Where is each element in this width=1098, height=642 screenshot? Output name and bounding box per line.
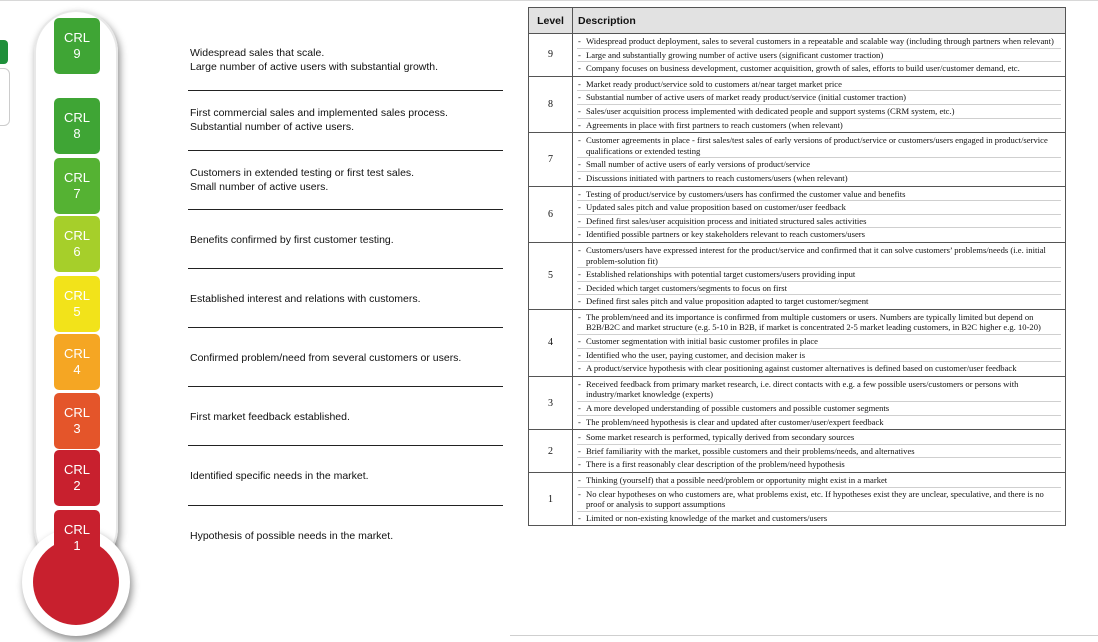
summary-line: Confirmed problem/need from several customers or users. — [190, 352, 462, 364]
summary-crl-1 — [190, 529, 502, 543]
table-header-row — [529, 8, 1066, 34]
summary-line: Customers in extended testing or first test sales. — [190, 167, 415, 179]
crl-number: 3 — [73, 421, 81, 436]
level-cell: 9 — [529, 34, 573, 77]
description-item: - Substantial number of active users of market ready product/service (initial customer traction) — [577, 91, 1061, 105]
table-row — [529, 473, 1066, 526]
crl-number: 2 — [73, 478, 81, 493]
description-item: - Sales/user acquisition process implemented with dedicated people and support systems (CRM system, etc.) — [577, 105, 1061, 119]
description-item: - Market ready product/service sold to customers at/near target market price — [577, 78, 1061, 92]
description-cell — [573, 133, 1066, 186]
summary-crl-4 — [190, 351, 502, 365]
description-item: - Large and substantially growing number of active users (significant customer traction) — [577, 49, 1061, 63]
summary-divider — [188, 268, 503, 269]
table-row — [529, 34, 1066, 77]
table-row — [529, 76, 1066, 132]
level-cell: 2 — [529, 430, 573, 473]
level-cell: 8 — [529, 76, 573, 132]
description-item: - Thinking (yourself) that a possible need/problem or opportunity might exist in a market — [577, 474, 1061, 488]
summary-divider — [188, 505, 503, 506]
description-item: - Decided which target customers/segments to focus on first — [577, 282, 1061, 296]
description-item: - There is a first reasonably clear description of the problem/need hypothesis — [577, 458, 1061, 471]
summary-line: Large number of active users with substantial growth. — [190, 61, 439, 73]
crl-label: CRL — [63, 462, 90, 477]
description-cell — [573, 186, 1066, 242]
description-item: - Identified who the user, paying customer, and decision maker is — [577, 349, 1061, 363]
crl-number: 9 — [73, 46, 81, 61]
description-item: - Received feedback from primary market research, i.e. direct contacts with e.g. a few possible users/customers or persons with industry/market knowledge (experts) — [577, 378, 1061, 402]
crl-level-9 — [54, 18, 100, 74]
summary-line: Hypothesis of possible needs in the market. — [190, 530, 394, 542]
description-item: - Updated sales pitch and value proposition based on customer/user feedback — [577, 201, 1061, 215]
summary-line: Established interest and relations with customers. — [190, 293, 421, 305]
crl-number: 4 — [73, 362, 81, 377]
description-column-header: Description — [573, 8, 1066, 34]
description-cell — [573, 309, 1066, 376]
description-cell — [573, 430, 1066, 473]
summary-crl-7 — [190, 166, 502, 194]
level-cell: 3 — [529, 376, 573, 429]
description-item: - Small number of active users of early versions of product/service — [577, 158, 1061, 172]
summary-divider — [188, 209, 503, 210]
summary-crl-6 — [190, 233, 502, 247]
description-item: - Customer agreements in place - first sales/test sales of early versions of product/service or customers/users engaged in product/service qualifications or extended testing — [577, 134, 1061, 158]
crl-level-5 — [54, 276, 100, 332]
description-cell — [573, 34, 1066, 77]
description-item: - Established relationships with potential target customers/users providing input — [577, 268, 1061, 282]
summary-line: First commercial sales and implemented sales process. — [190, 107, 448, 119]
description-item: - Some market research is performed, typically derived from secondary sources — [577, 431, 1061, 445]
description-item: - Company focuses on business development, customer acquisition, growth of sales, efforts to build user/customer demand, etc. — [577, 62, 1061, 75]
level-cell: 1 — [529, 473, 573, 526]
level-cell: 7 — [529, 133, 573, 186]
crl-level-1 — [54, 510, 100, 566]
crl-description-table — [528, 7, 1066, 526]
summary-divider — [188, 386, 503, 387]
description-item: - Agreements in place with first partners to reach customers (when relevant) — [577, 119, 1061, 132]
summary-crl-9 — [190, 46, 502, 74]
crl-number: 1 — [73, 538, 81, 553]
summary-divider — [188, 90, 503, 91]
description-cell — [573, 76, 1066, 132]
summary-crl-3 — [190, 410, 502, 424]
table-row — [529, 309, 1066, 376]
summary-crl-5 — [190, 292, 502, 306]
description-item: - No clear hypotheses on who customers are, what problems exist, etc. If hypotheses exist they are unclear, speculative, and there is no proof or analysis to support assumptions — [577, 488, 1061, 512]
description-item: - Brief familiarity with the market, possible customers and their problems/needs, and alternatives — [577, 445, 1061, 459]
summary-crl-8 — [190, 106, 502, 134]
description-cell — [573, 242, 1066, 309]
level-cell: 5 — [529, 242, 573, 309]
summary-divider — [188, 445, 503, 446]
crl-label: CRL — [63, 405, 90, 420]
description-item: - The problem/need and its importance is confirmed from multiple customers or users. Numbers are typically limited but depend on B2B/B2C and market structure (e.g. 5-10 in B2B, if market is concentrated 2-5 market leading customers, in B2C higher e.g. 10-20) — [577, 311, 1061, 335]
table-row — [529, 186, 1066, 242]
crl-label: CRL — [63, 170, 90, 185]
crl-label: CRL — [63, 522, 90, 537]
description-cell — [573, 473, 1066, 526]
crl-number: 8 — [73, 126, 81, 141]
description-item: - Identified possible partners or key stakeholders relevant to reach customers/users — [577, 228, 1061, 241]
description-item: - Testing of product/service by customers/users has confirmed the customer value and benefits — [577, 188, 1061, 202]
description-item: - Discussions initiated with partners to reach customers/users (when relevant) — [577, 172, 1061, 185]
crl-number: 6 — [73, 244, 81, 259]
crl-level-4 — [54, 334, 100, 390]
crl-level-6 — [54, 216, 100, 272]
description-item: - Limited or non-existing knowledge of the market and customers/users — [577, 512, 1061, 525]
description-item: - Defined first sales pitch and value proposition adapted to target customer/segment — [577, 295, 1061, 308]
level-cell: 4 — [529, 309, 573, 376]
level-column-header: Level — [529, 8, 573, 34]
crl-level-7 — [54, 158, 100, 214]
summary-line: Small number of active users. — [190, 181, 329, 193]
table-row — [529, 430, 1066, 473]
crl-label: CRL — [63, 228, 90, 243]
summary-line: Widespread sales that scale. — [190, 47, 325, 59]
summary-line: Benefits confirmed by first customer testing. — [190, 234, 394, 246]
crl-level-2 — [54, 450, 100, 506]
table-row — [529, 242, 1066, 309]
description-cell — [573, 376, 1066, 429]
table-row — [529, 376, 1066, 429]
summary-divider — [188, 150, 503, 151]
description-item: - Customer segmentation with initial basic customer profiles in place — [577, 335, 1061, 349]
table-row — [529, 133, 1066, 186]
crl-thermometer — [0, 0, 160, 642]
level-cell: 6 — [529, 186, 573, 242]
crl-level-8 — [54, 98, 100, 154]
crl-number: 7 — [73, 186, 81, 201]
description-item: - A more developed understanding of possible customers and possible customer segments — [577, 402, 1061, 416]
summary-divider — [188, 327, 503, 328]
summary-line: First market feedback established. — [190, 411, 350, 423]
summary-crl-2 — [190, 469, 502, 483]
crl-label: CRL — [63, 346, 90, 361]
crl-level-3 — [54, 393, 100, 449]
crl-label: CRL — [63, 30, 90, 45]
description-item: - Customers/users have expressed interest for the product/service and confirmed that it can solve customers’ problems/needs (i.e. initial problem-solution fit) — [577, 244, 1061, 268]
summary-line: Identified specific needs in the market. — [190, 470, 369, 482]
crl-label: CRL — [63, 288, 90, 303]
summary-line: Substantial number of active users. — [190, 121, 355, 133]
description-item: - Widespread product deployment, sales to several customers in a repeatable and scalable way (including through partners when relevant) — [577, 35, 1061, 49]
description-item: - A product/service hypothesis with clear positioning against customer alternatives is defined based on customer/user feedback — [577, 362, 1061, 375]
crl-number: 5 — [73, 304, 81, 319]
description-item: - Defined first sales/user acquisition process and initiated structured sales activities — [577, 215, 1061, 229]
description-item: - The problem/need hypothesis is clear and updated after customer/user/expert feedback — [577, 416, 1061, 429]
crl-label: CRL — [63, 110, 90, 125]
top-divider — [0, 0, 1098, 1]
bottom-divider — [510, 635, 1098, 636]
